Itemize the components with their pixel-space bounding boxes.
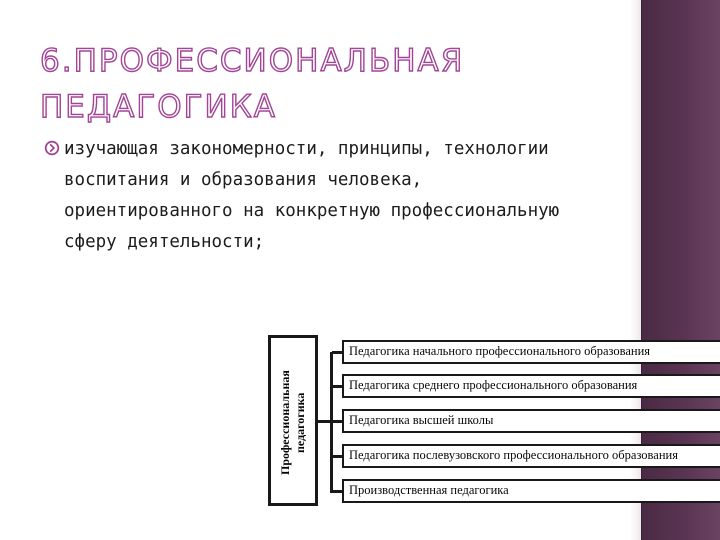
diagram-branch-box: Педагогика начального профессионального образования xyxy=(342,340,720,364)
diagram-branch-box: Педагогика среднего профессионального образования xyxy=(342,374,720,398)
diagram-root-label: Профессиональная педагогика xyxy=(278,370,307,476)
slide-title xyxy=(40,38,630,130)
diagram-branch-connector xyxy=(332,351,342,354)
slide-title-line-1: 6.ПРОФЕССИОНАЛЬНАЯ xyxy=(40,43,465,79)
diagram-branch-box: Производственная педагогика xyxy=(342,479,720,503)
diagram-branch-connector xyxy=(332,385,342,388)
diagram-branch-box: Педагогика послевузовского профессионального образования xyxy=(342,444,720,468)
slide-title-line-2: ПЕДАГОГИКА xyxy=(40,89,277,125)
diagram-branch-connector xyxy=(332,490,342,493)
bullet-text: изучающая закономерности, принципы, технологии воспитания и образования человека, ориентированного на конкретную профессиональную сферу деятельности; xyxy=(64,139,560,252)
pedagogy-structure-diagram xyxy=(268,335,720,508)
circle-arrow-icon xyxy=(44,140,60,156)
diagram-branch-connector xyxy=(332,420,342,423)
diagram-root-box xyxy=(268,335,318,506)
diagram-branch-connector xyxy=(332,455,342,458)
bullet-item xyxy=(44,134,564,258)
diagram-branch-box: Педагогика высшей школы xyxy=(342,409,720,433)
